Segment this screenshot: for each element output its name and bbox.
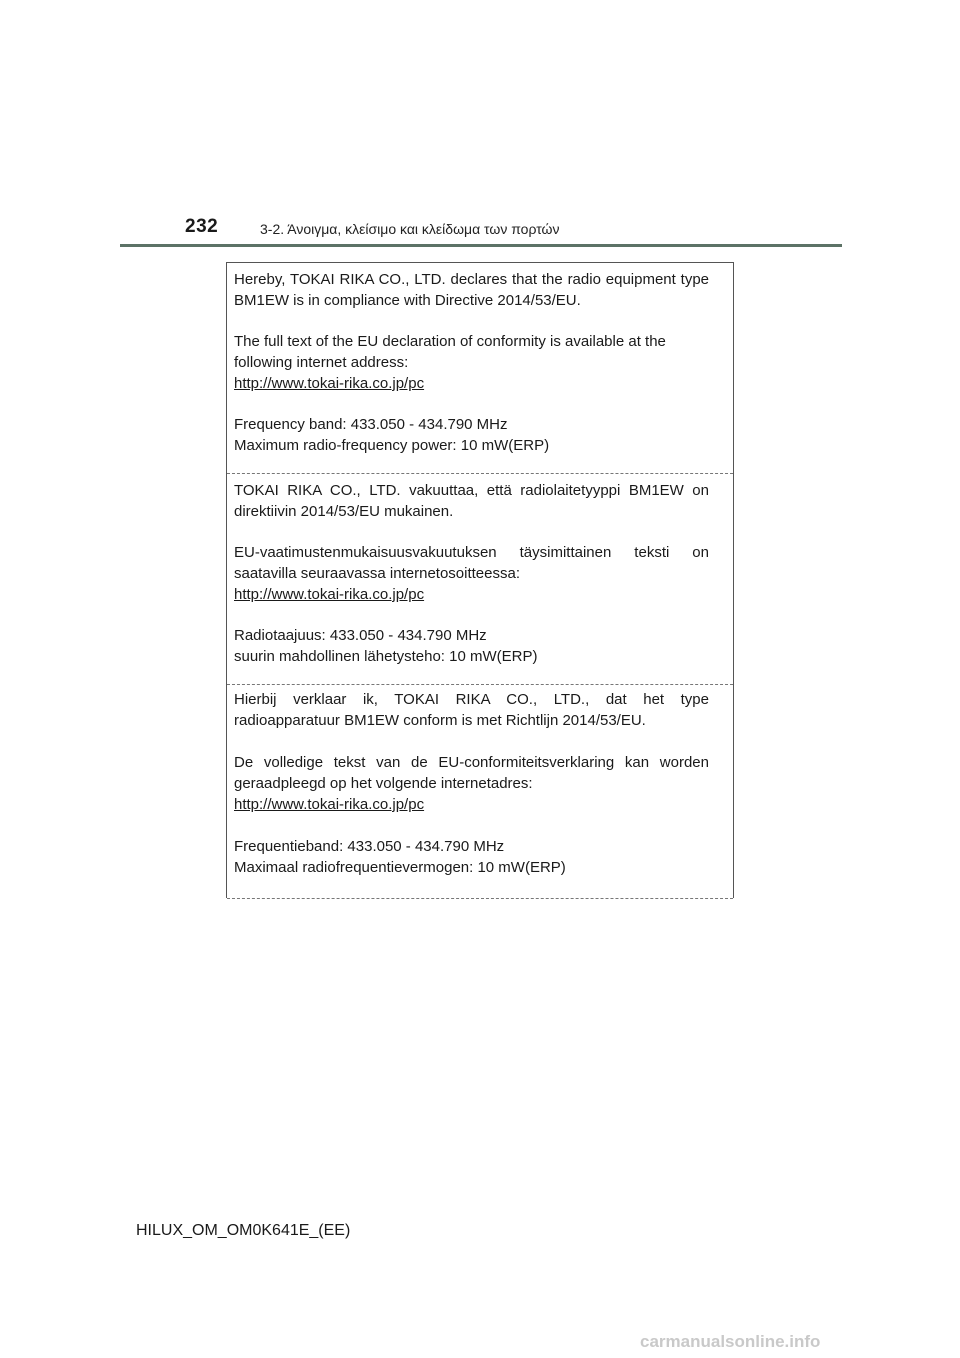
max-power: suurin mahdollinen lähetysteho: 10 mW(ERP)	[234, 648, 538, 665]
declaration-url-link[interactable]: http://www.tokai-rika.co.jp/pc	[234, 375, 425, 392]
watermark: carmanualsonline.info	[640, 1332, 821, 1351]
frequency-band: Radiotaajuus: 433.050 - 434.790 MHz	[234, 627, 487, 644]
frequency-band: Frequentieband: 433.050 - 434.790 MHz	[234, 838, 505, 855]
availability-line-2: following internet address:	[234, 354, 409, 371]
statement-line-1: Hereby, TOKAI RIKA CO., LTD. declares that the radio equipment type	[234, 271, 709, 288]
availability-line-1: The full text of the EU declaration of conformity is available at the	[234, 333, 666, 350]
statement-line-2: direktiivin 2014/53/EU mukainen.	[234, 503, 454, 520]
page-number: 232	[185, 216, 219, 237]
max-power: Maximum radio-frequency power: 10 mW(ERP)	[234, 437, 550, 454]
document-code: HILUX_OM_OM0K641E_(EE)	[136, 1222, 351, 1239]
declaration-english	[227, 263, 733, 474]
max-power: Maximaal radiofrequentievermogen: 10 mW(ERP)	[234, 859, 566, 876]
page-header	[120, 214, 842, 248]
header-rule	[120, 244, 842, 247]
statement-line-1: TOKAI RIKA CO., LTD. vakuuttaa, että radiolaitetyyppi BM1EW on	[234, 482, 709, 499]
availability-line-1: De volledige tekst van de EU-conformiteitsverklaring kan worden	[234, 754, 709, 771]
statement-line-1: Hierbij verklaar ik, TOKAI RIKA CO., LTD., dat het type	[234, 691, 709, 708]
availability-line-2: geraadpleegd op het volgende internetadres:	[234, 775, 533, 792]
declaration-url-link[interactable]: http://www.tokai-rika.co.jp/pc	[234, 796, 425, 813]
declaration-url-link[interactable]: http://www.tokai-rika.co.jp/pc	[234, 586, 425, 603]
statement-line-2: BM1EW is in compliance with Directive 2014/53/EU.	[234, 292, 581, 309]
statement-line-2: radioapparatuur BM1EW conform is met Richtlijn 2014/53/EU.	[234, 712, 646, 729]
declaration-dutch	[227, 685, 733, 899]
frequency-band: Frequency band: 433.050 - 434.790 MHz	[234, 416, 508, 433]
section-title: 3-2. Άνοιγμα, κλείσιμο και κλείδωμα των πορτών	[260, 221, 560, 237]
declaration-box	[226, 262, 734, 898]
availability-line-1: EU-vaatimustenmukaisuusvakuutuksen täysimittainen teksti on	[234, 544, 709, 561]
declaration-finnish	[227, 474, 733, 685]
availability-line-2: saatavilla seuraavassa internetosoitteessa:	[234, 565, 520, 582]
